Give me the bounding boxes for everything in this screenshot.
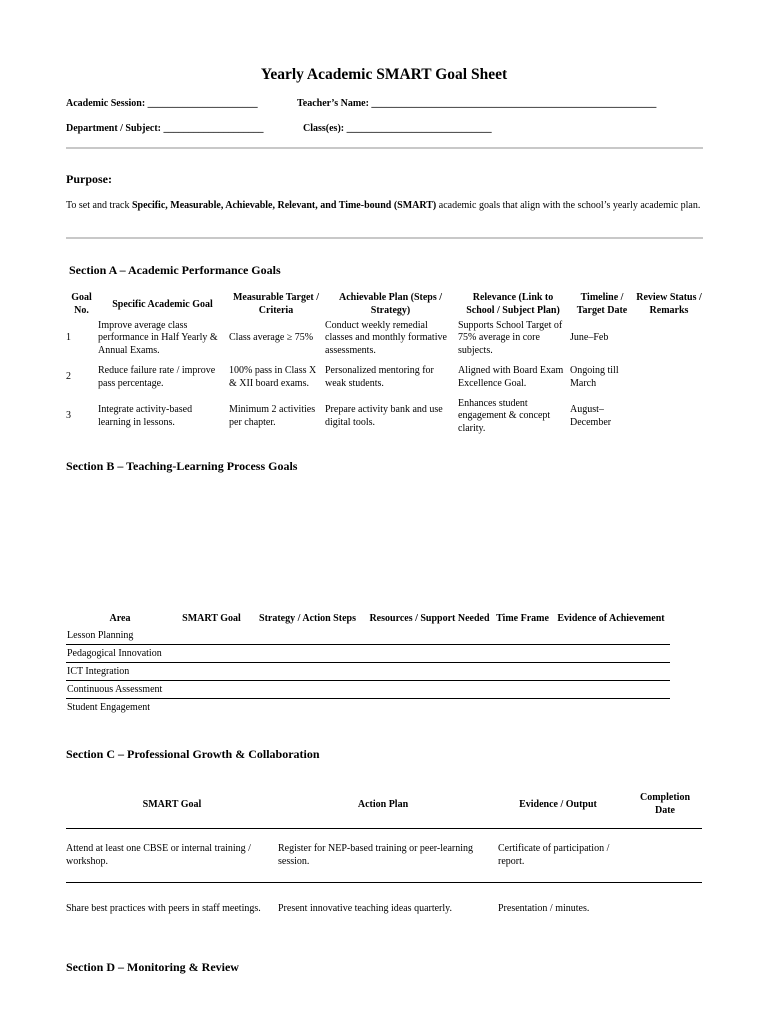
table-cell[interactable]: [552, 663, 670, 681]
table-cell: Reduce failure rate / improve pass percentage.: [98, 365, 216, 389]
table-row: [66, 645, 670, 663]
divider: [66, 147, 703, 149]
section-b-heading: Section B – Teaching-Learning Process Goals: [66, 459, 298, 473]
department-subject-field[interactable]: Department / Subject: ____________________: [66, 123, 264, 134]
table-cell: 100% pass in Class X & XII board exams.: [229, 365, 317, 389]
table-cell: Aligned with Board Exam Excellence Goal.: [458, 365, 564, 389]
table-cell[interactable]: [366, 681, 493, 699]
teaching-learning-table: [66, 609, 670, 716]
divider: [66, 237, 703, 239]
table-cell[interactable]: [493, 663, 552, 681]
table-row: [66, 699, 670, 717]
table-row: [66, 681, 670, 699]
area-cell: Continuous Assessment: [66, 681, 174, 699]
goal-number: 1: [66, 332, 71, 344]
table-header-row: [66, 289, 703, 319]
table-cell[interactable]: [493, 627, 552, 645]
table-row: [66, 397, 703, 436]
table-cell[interactable]: [493, 681, 552, 699]
table-cell[interactable]: [493, 699, 552, 717]
table-cell[interactable]: [366, 663, 493, 681]
table-row: [66, 358, 703, 397]
purpose-text-bold: Specific, Measurable, Achievable, Relevant, and Time-bound (SMART): [131, 200, 437, 211]
column-header: Strategy / Action Steps: [259, 612, 356, 624]
table-cell[interactable]: [174, 645, 249, 663]
column-header: Measurable Target / Criteria: [232, 292, 320, 316]
area-cell: Student Engagement: [67, 702, 151, 713]
table-cell[interactable]: [249, 645, 366, 663]
area-cell: Pedagogical Innovation: [66, 645, 174, 663]
purpose-text: [66, 199, 706, 212]
column-header: Review Status / Remarks: [636, 292, 702, 316]
table-cell[interactable]: [552, 645, 670, 663]
column-header: Action Plan: [278, 780, 488, 829]
goal-number: 3: [66, 410, 71, 422]
table-cell[interactable]: [366, 645, 493, 663]
table-cell: Personalized mentoring for weak students.: [325, 365, 434, 389]
column-header: Achievable Plan (Steps / Strategy): [338, 292, 443, 316]
table-cell: Prepare activity bank and use digital tools.: [325, 404, 443, 428]
table-cell[interactable]: [249, 627, 366, 645]
table-cell: Ongoing till March: [570, 365, 619, 389]
table-cell[interactable]: [249, 663, 366, 681]
column-header: Area: [109, 612, 131, 624]
section-c-heading: Section C – Professional Growth & Collaboration: [66, 747, 320, 761]
table-cell[interactable]: [174, 681, 249, 699]
academic-performance-table: [66, 289, 703, 436]
table-cell[interactable]: [174, 699, 249, 717]
table-cell[interactable]: [174, 663, 249, 681]
goal-number: 2: [66, 371, 71, 383]
column-header: Evidence of Achievement: [557, 612, 665, 624]
table-row: [66, 319, 703, 358]
table-row: [66, 627, 670, 645]
column-header: Timeline / Target Date: [576, 292, 628, 316]
column-header: Resources / Support Needed: [369, 612, 490, 624]
professional-growth-table: [66, 780, 702, 936]
table-header-row: [66, 609, 670, 627]
table-cell: June–Feb: [570, 332, 609, 344]
table-row: [66, 829, 702, 883]
table-cell[interactable]: [552, 627, 670, 645]
table-cell: Improve average class performance in Half Yearly & Annual Exams.: [98, 319, 218, 356]
teacher-name-field[interactable]: Teacher’s Name: _________________________________________________________: [297, 98, 657, 109]
classes-field[interactable]: Class(es): _____________________________: [303, 123, 492, 134]
purpose-heading: Purpose:: [66, 172, 112, 186]
academic-session-field[interactable]: Academic Session: ______________________: [66, 98, 258, 109]
column-header: Evidence / Output: [488, 780, 628, 829]
table-cell: Class average ≥ 75%: [229, 332, 314, 344]
section-d-heading: Section D – Monitoring & Review: [66, 960, 239, 974]
table-cell: Register for NEP-based training or peer-learning session.: [278, 829, 488, 883]
table-cell: Integrate activity-based learning in lessons.: [98, 404, 193, 428]
table-cell[interactable]: [552, 699, 670, 717]
table-header-row: [66, 780, 702, 829]
table-cell[interactable]: [635, 397, 703, 436]
table-cell: Conduct weekly remedial classes and monthly formative assessments.: [325, 319, 447, 356]
table-cell[interactable]: [493, 645, 552, 663]
column-header: Time Frame: [496, 612, 549, 624]
table-cell[interactable]: [249, 681, 366, 699]
table-cell: Attend at least one CBSE or internal training / workshop.: [66, 829, 278, 883]
table-cell: Present innovative teaching ideas quarterly.: [278, 903, 453, 915]
table-cell[interactable]: [628, 883, 702, 937]
purpose-text-start: To set and track: [66, 200, 132, 211]
column-header: Specific Academic Goal: [112, 298, 213, 310]
page-title: Yearly Academic SMART Goal Sheet: [260, 66, 508, 83]
section-a-heading: Section A – Academic Performance Goals: [69, 263, 281, 277]
table-cell: Presentation / minutes.: [498, 903, 590, 915]
table-cell[interactable]: [366, 699, 493, 717]
purpose-text-end: academic goals that align with the school’s yearly academic plan.: [436, 200, 701, 211]
table-cell[interactable]: [366, 627, 493, 645]
table-cell[interactable]: [628, 829, 702, 883]
table-row: [66, 663, 670, 681]
area-cell: ICT Integration: [66, 663, 174, 681]
column-header: Completion Date: [628, 780, 702, 829]
table-cell: Minimum 2 activities per chapter.: [229, 404, 316, 428]
table-row: [66, 883, 702, 937]
table-cell[interactable]: [249, 699, 366, 717]
table-cell[interactable]: [635, 358, 703, 397]
area-cell: Lesson Planning: [66, 627, 174, 645]
table-cell: Supports School Target of 75% average in core subjects.: [458, 319, 563, 356]
column-header: Goal No.: [71, 292, 92, 316]
column-header: SMART Goal: [66, 780, 278, 829]
table-cell: August–December: [570, 404, 612, 428]
table-cell: Enhances student engagement & concept clarity.: [458, 397, 551, 434]
table-cell: Share best practices with peers in staff meetings.: [66, 903, 261, 915]
table-cell[interactable]: [635, 319, 703, 358]
column-header: SMART Goal: [182, 612, 241, 624]
table-cell[interactable]: [552, 681, 670, 699]
table-cell[interactable]: [174, 627, 249, 645]
table-cell: Certificate of participation / report.: [488, 829, 628, 883]
column-header: Relevance (Link to School / Subject Plan): [466, 292, 560, 316]
